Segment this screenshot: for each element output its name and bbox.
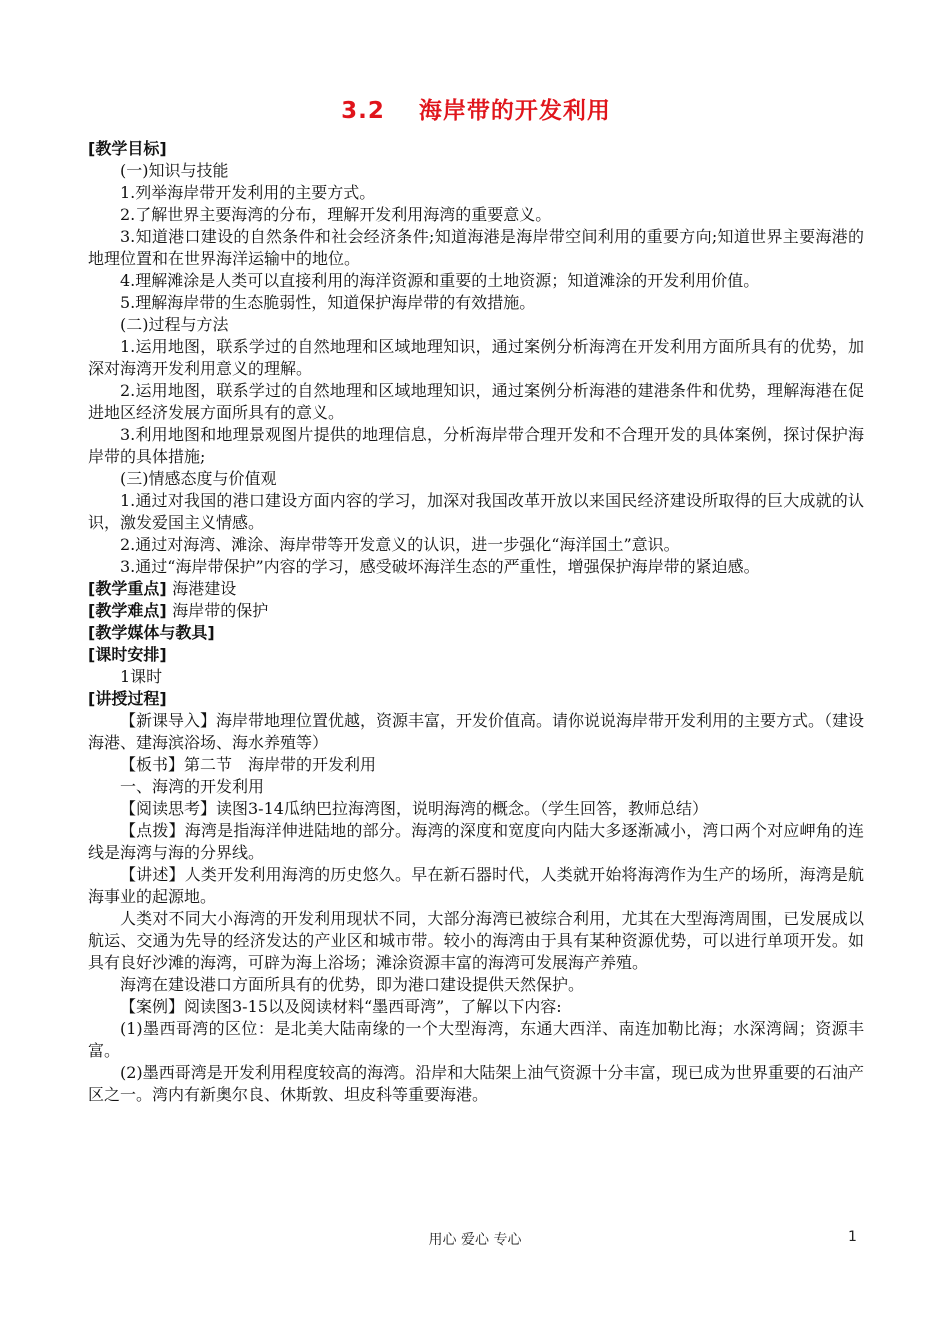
process-line: (2)墨西哥湾是开发利用程度较高的海湾。沿岸和大陆架上油气资源十分丰富，现已成为世界重要的石油产区之一。湾内有新奥尔良、休斯敦、坦皮科等重要海港。 (88, 1063, 864, 1104)
key-point-label: [教学重点] (88, 579, 167, 598)
goal-line: 1.列举海岸带开发利用的主要方式。 (120, 183, 376, 202)
goal-line: 2.了解世界主要海湾的分布，理解开发利用海湾的重要意义。 (120, 205, 552, 224)
process-line: 【阅读思考】读图3-14瓜纳巴拉海湾图，说明海湾的概念。（学生回答，教师总结） (120, 799, 708, 818)
process-heading: [讲授过程] (88, 689, 167, 708)
key-point-row (88, 578, 864, 600)
difficulty-value: 海岸带的保护 (172, 601, 269, 620)
document-page (88, 96, 864, 1106)
goal-line: 3.通过“海岸带保护”内容的学习，感受破坏海洋生态的严重性，增强保护海岸带的紧迫感。 (120, 557, 760, 576)
goal-line: 4.理解滩涂是人类可以直接利用的海洋资源和重要的土地资源；知道滩涂的开发利用价值。 (120, 271, 760, 290)
page-number: 1 (848, 1229, 857, 1245)
process-line: 【案例】阅读图3-15以及阅读材料“墨西哥湾”，了解以下内容: (120, 997, 562, 1016)
process-line: 一、海湾的开发利用 (120, 777, 265, 796)
title-text: 海岸带的开发利用 (418, 98, 611, 124)
page-footer: 用心 爱心 专心 (428, 1232, 522, 1248)
media-heading: [教学媒体与教具] (88, 623, 215, 642)
process-line: 海湾在建设港口方面所具有的优势，即为港口建设提供天然保护。 (120, 975, 585, 994)
goal-line: 1.运用地图，联系学过的自然地理和区域地理知识，通过案例分析海湾在开发利用方面所具有的优势，加深对海湾开发利用意义的理解。 (88, 337, 864, 378)
goal-line: (一)知识与技能 (120, 161, 229, 180)
difficulty-label: [教学难点] (88, 601, 167, 620)
goal-line: (三)情感态度与价值观 (120, 469, 277, 488)
process-line: 【板书】第二节 海岸带的开发利用 (120, 755, 377, 774)
process-line: 【点拨】海湾是指海洋伸进陆地的部分。海湾的深度和宽度向内陆大多逐渐减小，湾口两个对应岬角的连线是海湾与海的分界线。 (88, 821, 864, 862)
goal-line: 3.利用地图和地理景观图片提供的地理信息，分析海岸带合理开发和不合理开发的具体案例，探讨保护海岸带的具体措施; (88, 425, 864, 466)
goal-line: 1.通过对我国的港口建设方面内容的学习，加深对我国改革开放以来国民经济建设所取得的巨大成就的认识，激发爱国主义情感。 (88, 491, 864, 532)
goal-line: 5.理解海岸带的生态脆弱性，知道保护海岸带的有效措施。 (120, 293, 536, 312)
process-line: 【新课导入】海岸带地理位置优越，资源丰富，开发价值高。请你说说海岸带开发利用的主要方式。（建设海港、建海滨浴场、海水养殖等） (88, 711, 865, 752)
goal-line: 3.知道港口建设的自然条件和社会经济条件;知道海港是海岸带空间利用的重要方向;知道世界主要海港的地理位置和在世界海洋运输中的地位。 (88, 227, 864, 268)
process-line: 【讲述】人类开发利用海湾的历史悠久。早在新石器时代，人类就开始将海湾作为生产的场所，海湾是航海事业的起源地。 (88, 865, 864, 906)
process-line: (1)墨西哥湾的区位：是北美大陆南缘的一个大型海湾，东通大西洋、南连加勒比海；水深湾阔；资源丰富。 (88, 1019, 864, 1060)
schedule-heading: [课时安排] (88, 645, 167, 664)
goal-line: 2.通过对海湾、滩涂、海岸带等开发意义的认识，进一步强化“海洋国土”意识。 (120, 535, 680, 554)
title-number: 3.2 (341, 98, 385, 124)
goal-line: (二)过程与方法 (120, 315, 229, 334)
schedule-value: 1课时 (120, 667, 163, 686)
key-point-value: 海港建设 (172, 579, 237, 598)
page-title (88, 96, 864, 126)
process-line: 人类对不同大小海湾的开发利用现状不同，大部分海湾已被综合利用，尤其在大型海湾周围，已发展成以航运、交通为先导的经济发达的产业区和城市带。较小的海湾由于具有某种资源优势，可以进行单项开发。如具有良好沙滩的海湾，可辟为海上浴场；滩涂资源丰富的海湾可发展海产养殖。 (88, 909, 864, 972)
difficulty-row (88, 600, 864, 622)
goal-line: 2.运用地图，联系学过的自然地理和区域地理知识，通过案例分析海港的建港条件和优势，理解海港在促进地区经济发展方面所具有的意义。 (88, 381, 864, 422)
goals-heading: [教学目标] (88, 139, 167, 158)
